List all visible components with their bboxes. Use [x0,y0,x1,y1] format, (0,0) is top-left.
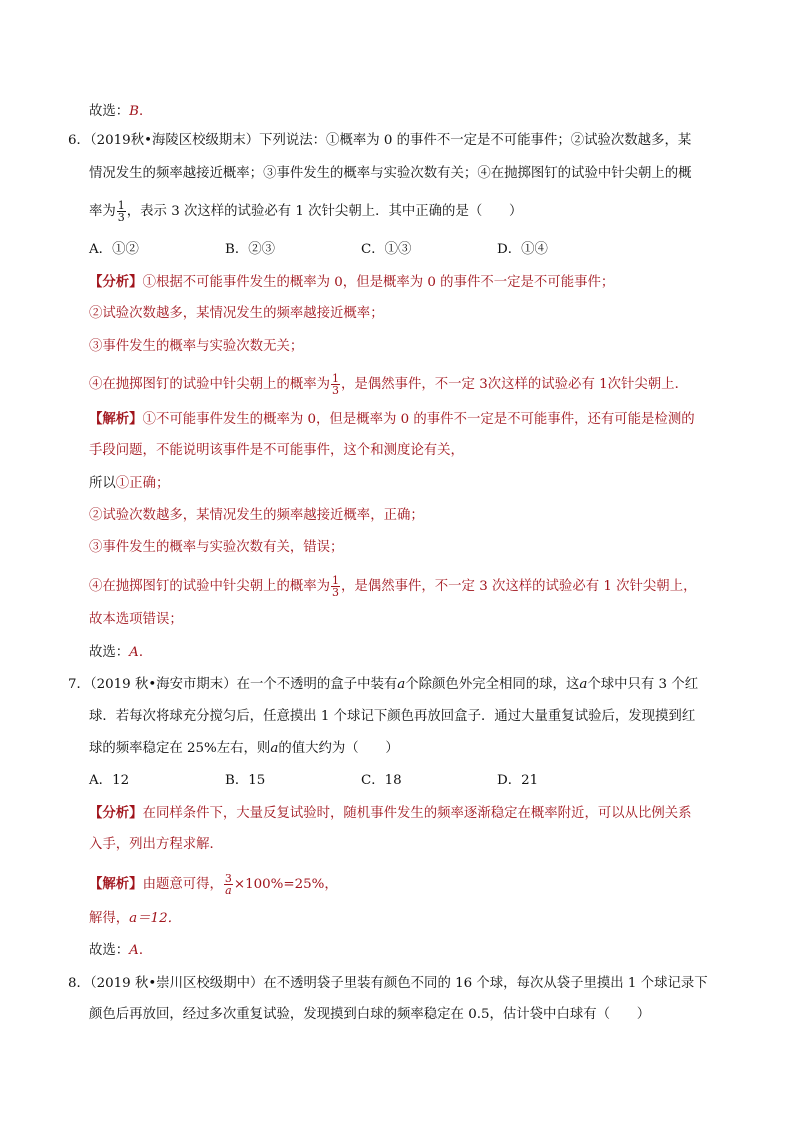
q7-option-d: D．21 [497,773,539,788]
q7-solution-line2: 解得，a＝12． [89,911,181,926]
q6-solution-line3: 所以①正确； [89,476,170,491]
q7-fraction: $\frac{3}{a}$ [224,872,232,897]
q6-analysis-line2: ②试验次数越多，某情况发生的频率越接近概率； [89,306,384,321]
q6-solution-line4: ②试验次数越多，某情况发生的频率越接近概率，正确； [89,508,424,523]
q7-analysis-line2: 入手，列出方程求解． [89,837,223,852]
q8-stem-line2: 颜色后再放回，经过多次重复试验，发现摸到白球的频率稳定在 0.5，估计袋中白球有（ ） [89,1007,651,1022]
q6-analysis-fraction: $\frac{1}{3}$ [332,372,340,397]
q5-answer: 故选：B． [89,104,153,119]
q6-solution-line2: 手段问题，不能说明该事件是不可能事件，这个和测度论有关， [89,443,464,458]
q6-solution-line5: ③事件发生的概率与实验次数有关，错误； [89,540,344,555]
q6-solution-line1: 【解析】①不可能事件发生的概率为 0，但是概率为 0 的事件不一定是不可能事件，还有可能是检测的 [89,411,695,427]
q6-option-c: C．①③ [361,242,412,257]
q7-analysis-line1: 【分析】在同样条件下，大量反复试验时，随机事件发生的频率逐渐稳定在概率附近，可以从比例关系 [89,805,692,821]
q7-answer: 故选：A． [89,943,153,958]
q7-stem-line2: 球．若每次将球充分搅匀后，任意摸出 1 个球记下颜色再放回盒子．通过大量重复试验后，发现摸到红 [89,709,696,724]
q7-solution-line1: 【解析】由题意可得， $\frac{3}{a}$ ×100%=25%， [89,872,338,897]
q6-option-b: B．②③ [225,242,276,257]
q6-stem-line2: 情况发生的频率越接近概率；③事件发生的概率与实验次数有关；④在抛掷图钉的试验中针尖朝上的概 [89,166,692,181]
q6-answer: 故选：A． [89,645,153,660]
q7-stem-line1: 7．（2019 秋•海安市期末）在一个不透明的盒子中装有a个除颜色外完全相同的球，这a个球中只有 3 个红 [68,677,699,692]
q8-stem-line1: 8．（2019 秋•崇川区校级期中）在不透明袋子里装有颜色不同的 16 个球，每次从袋子里摸出 1 个球记录下 [68,976,708,991]
q7-option-a: A．12 [89,773,130,788]
q6-analysis-line3: ③事件发生的概率与实验次数无关； [89,339,304,354]
q6-solution-line7: 故本选项错误； [89,612,183,627]
q6-solution-line6: ④在抛掷图钉的试验中针尖朝上的概率为 $\frac{1}{3}$ ，是偶然事件，不一定 3 次这样的试验必有 1 次针尖朝上， [89,574,697,599]
q7-option-c: C．18 [361,773,402,788]
q7-stem-line3: 球的频率稳定在 25%左右，则a的值大约为（ ） [89,741,399,756]
q6-analysis-line1: 【分析】①根据不可能事件发生的概率为 0，但是概率为 0 的事件不一定是不可能事件； [89,274,615,290]
q6-analysis-line4: ④在抛掷图钉的试验中针尖朝上的概率为 $\frac{1}{3}$ ，是偶然事件，不一定 3次这样的试验必有 1次针尖朝上． [89,372,688,397]
q6-fraction: $\frac{1}{3}$ [117,199,125,224]
q6-solution-fraction: $\frac{1}{3}$ [332,574,340,599]
q6-option-a: A．①② [89,242,139,257]
q6-stem-line1: 6．（2019秋•海陵区校级期末）下列说法：①概率为 0 的事件不一定是不可能事件；②试验次数越多，某 [68,133,692,148]
q7-option-b: B．15 [225,773,266,788]
q6-option-d: D．①④ [497,242,548,257]
q6-stem-line3: 率为 $\frac{1}{3}$ ，表示 3 次这样的试验必有 1 次针尖朝上．其中正确的是（ ） [89,199,523,224]
